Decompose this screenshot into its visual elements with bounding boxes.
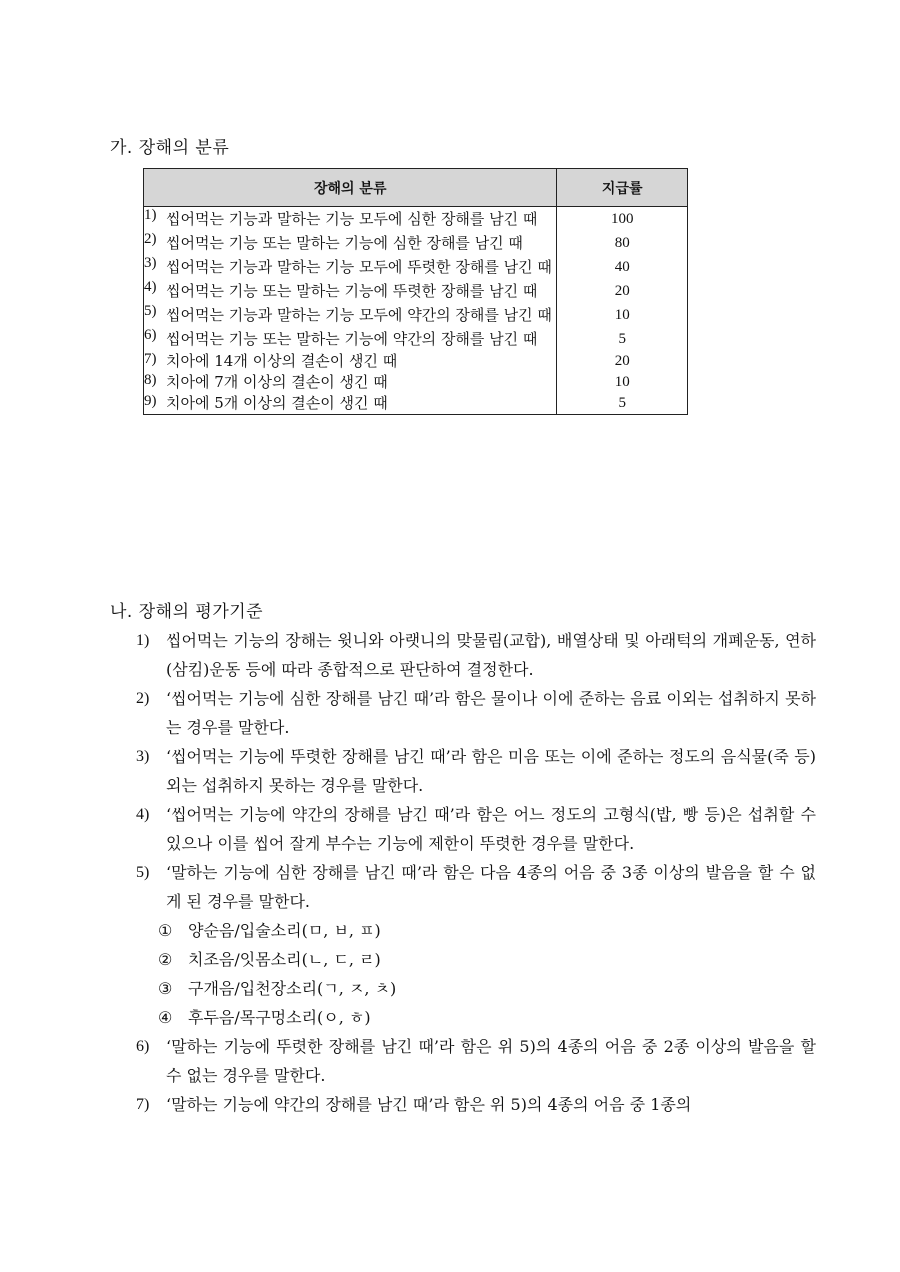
row-classification: 치아에 14개 이상의 결손이 생긴 때 <box>166 352 398 370</box>
criteria-text: ‘씹어먹는 기능에 약간의 장해를 남긴 때’라 함은 어느 정도의 고형식(밥, 빵 등)은 섭취할 수 있으나 이를 씹어 잘게 부수는 기능에 제한이 뚜렷한 경우를 말한다. <box>166 805 816 853</box>
row-number: 7) <box>144 351 157 367</box>
row-classification: 씹어먹는 기능 또는 말하는 기능에 심한 장해를 남긴 때 <box>166 234 523 252</box>
criteria-number: 4) <box>136 806 150 823</box>
sound-type-item <box>136 1003 816 1032</box>
criteria-number: 6) <box>136 1038 150 1055</box>
criteria-number: 1) <box>136 632 150 649</box>
table-row <box>144 393 688 415</box>
row-number: 8) <box>144 372 157 388</box>
row-rate: 80 <box>614 235 630 251</box>
row-number: 5) <box>144 303 157 319</box>
row-number: 2) <box>144 231 157 247</box>
row-rate: 10 <box>614 307 630 323</box>
criteria-item <box>136 800 816 858</box>
criteria-item <box>136 626 816 684</box>
criteria-item <box>136 858 816 916</box>
section-title-criteria: 나. 장해의 평가기준 <box>110 602 264 622</box>
sound-type-number: ① <box>158 921 173 940</box>
criteria-number: 7) <box>136 1096 150 1113</box>
row-rate: 40 <box>614 259 630 275</box>
sound-type-number: ④ <box>158 1008 173 1027</box>
row-number: 9) <box>144 393 157 409</box>
criteria-number: 3) <box>136 748 150 765</box>
sound-type-text: 양순음/입술소리(ㅁ, ㅂ, ㅍ) <box>188 921 381 940</box>
criteria-text: ‘씹어먹는 기능에 뚜렷한 장해를 남긴 때’라 함은 미음 또는 이에 준하는 정도의 음식물(죽 등) 외는 섭취하지 못하는 경우를 말한다. <box>166 747 816 795</box>
criteria-list <box>136 626 816 1119</box>
table-row <box>144 207 688 232</box>
disability-rate-table <box>143 168 688 415</box>
sound-type-item <box>136 916 816 945</box>
row-classification: 치아에 5개 이상의 결손이 생긴 때 <box>166 394 388 412</box>
row-rate: 20 <box>614 283 630 299</box>
criteria-item <box>136 742 816 800</box>
header-rate: 지급률 <box>557 169 688 207</box>
table-row <box>144 255 688 279</box>
table-row <box>144 303 688 327</box>
row-classification: 씹어먹는 기능 또는 말하는 기능에 뚜렷한 장해를 남긴 때 <box>166 282 538 300</box>
row-rate: 20 <box>614 353 630 369</box>
sound-type-number: ③ <box>158 979 173 998</box>
sound-type-text: 후두음/목구멍소리(ㅇ, ㅎ) <box>188 1008 371 1027</box>
criteria-number: 5) <box>136 864 150 881</box>
criteria-text: ‘말하는 기능에 약간의 장해를 남긴 때’라 함은 위 5)의 4종의 어음 중 1종의 <box>166 1095 692 1114</box>
table-header-row <box>144 169 688 207</box>
row-rate: 5 <box>618 395 626 411</box>
table-row <box>144 351 688 372</box>
row-rate: 5 <box>618 331 626 347</box>
sound-type-text: 치조음/잇몸소리(ㄴ, ㄷ, ㄹ) <box>188 950 381 969</box>
row-rate: 100 <box>610 211 634 227</box>
row-classification: 씹어먹는 기능과 말하는 기능 모두에 뚜렷한 장해를 남긴 때 <box>166 258 552 276</box>
criteria-text: ‘말하는 기능에 뚜렷한 장해를 남긴 때’라 함은 위 5)의 4종의 어음 중 2종 이상의 발음을 할 수 없는 경우를 말한다. <box>166 1037 816 1085</box>
table-row <box>144 327 688 351</box>
row-number: 1) <box>144 207 157 223</box>
criteria-text: 씹어먹는 기능의 장해는 윗니와 아랫니의 맞물림(교합), 배열상태 및 아래턱의 개폐운동, 연하(삼킴)운동 등에 따라 종합적으로 판단하여 결정한다. <box>166 631 816 679</box>
table-row <box>144 279 688 303</box>
sound-type-item <box>136 945 816 974</box>
table-row <box>144 372 688 393</box>
header-classification: 장해의 분류 <box>144 169 557 207</box>
row-number: 6) <box>144 327 157 343</box>
criteria-text: ‘말하는 기능에 심한 장해를 남긴 때’라 함은 다음 4종의 어음 중 3종 이상의 발음을 할 수 없게 된 경우를 말한다. <box>166 863 816 911</box>
criteria-item <box>136 1090 816 1119</box>
section-title-classification: 가. 장해의 분류 <box>110 138 230 158</box>
criteria-number: 2) <box>136 690 150 707</box>
sound-type-number: ② <box>158 950 173 969</box>
sound-type-item <box>136 974 816 1003</box>
sound-type-text: 구개음/입천장소리(ㄱ, ㅈ, ㅊ) <box>188 979 397 998</box>
row-classification: 씹어먹는 기능과 말하는 기능 모두에 심한 장해를 남긴 때 <box>166 210 538 228</box>
criteria-item <box>136 684 816 742</box>
table-row <box>144 231 688 255</box>
criteria-item <box>136 1032 816 1090</box>
row-rate: 10 <box>614 374 630 390</box>
row-classification: 치아에 7개 이상의 결손이 생긴 때 <box>166 373 388 391</box>
row-number: 4) <box>144 279 157 295</box>
row-classification: 씹어먹는 기능 또는 말하는 기능에 약간의 장해를 남긴 때 <box>166 330 538 348</box>
row-number: 3) <box>144 255 157 271</box>
criteria-text: ‘씹어먹는 기능에 심한 장해를 남긴 때’라 함은 물이나 이에 준하는 음료 이외는 섭취하지 못하는 경우를 말한다. <box>166 689 816 737</box>
row-classification: 씹어먹는 기능과 말하는 기능 모두에 약간의 장해를 남긴 때 <box>166 306 552 324</box>
